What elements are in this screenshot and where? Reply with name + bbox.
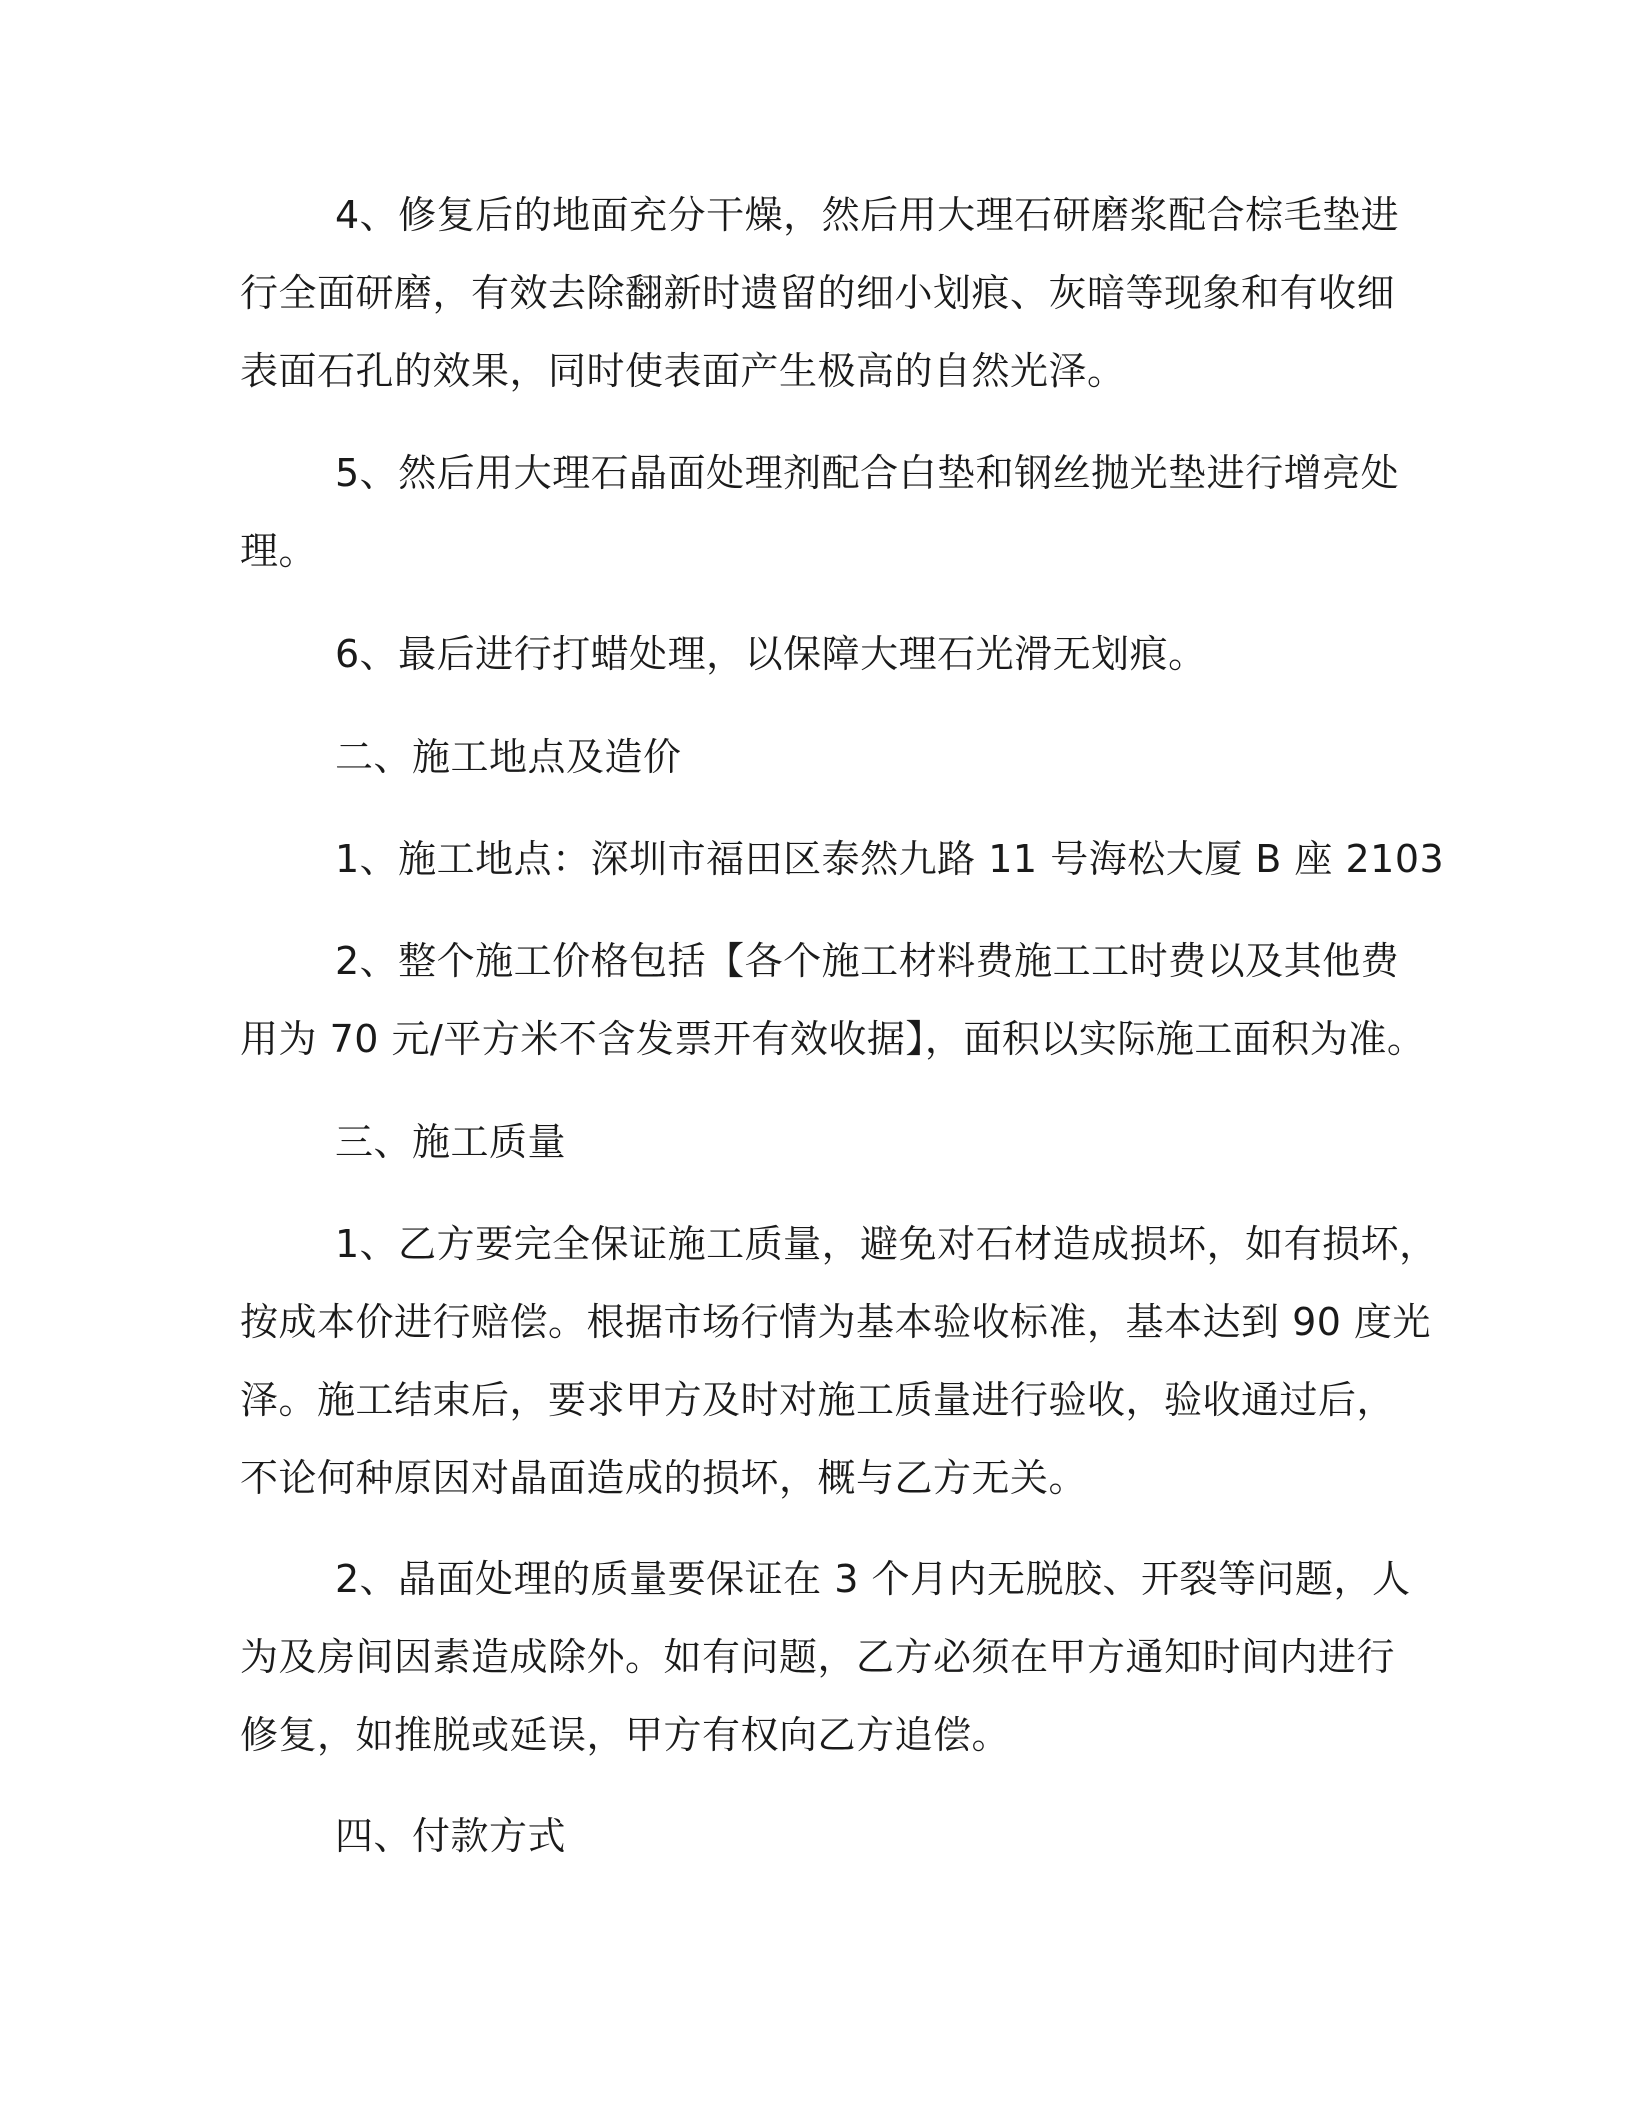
paragraph-quality-1 [240, 1205, 1438, 1517]
section-heading-location-price [240, 718, 1380, 796]
text-line: 为及房间因素造成除外。如有问题，乙方必须在甲方通知时间内进行 [240, 1635, 1396, 1679]
text-line: 泽。施工结束后，要求甲方及时对施工质量进行验收，验收通过后， [240, 1378, 1396, 1422]
text-line: 1、乙方要完全保证施工质量，避免对石材造成损坏，如有损坏， [335, 1222, 1438, 1266]
paragraph-price [240, 922, 1426, 1078]
paragraph-step-5 [240, 434, 1400, 590]
section-heading: 四、付款方式 [335, 1814, 567, 1858]
text-line: 4、修复后的地面充分干燥，然后用大理石研磨浆配合棕毛垫进 [335, 193, 1400, 237]
text-line: 1、施工地点：深圳市福田区泰然九路 11 号海松大厦 B 座 2103 [335, 837, 1445, 881]
section-heading: 二、施工地点及造价 [335, 735, 682, 779]
text-line: 2、晶面处理的质量要保证在 3 个月内无脱胶、开裂等问题，人 [335, 1557, 1411, 1601]
text-line: 修复，如推脱或延误，甲方有权向乙方追偿。 [240, 1713, 1011, 1757]
text-line: 理。 [240, 529, 318, 573]
text-line: 表面石孔的效果，同时使表面产生极高的自然光泽。 [240, 349, 1126, 393]
section-heading: 三、施工质量 [335, 1120, 567, 1164]
text-line: 6、最后进行打蜡处理，以保障大理石光滑无划痕。 [335, 632, 1207, 676]
paragraph-step-6 [240, 615, 1380, 693]
text-line: 2、整个施工价格包括【各个施工材料费施工工时费以及其他费 [335, 939, 1400, 983]
text-line: 按成本价进行赔偿。根据市场行情为基本验收标准，基本达到 90 度光 [240, 1300, 1432, 1344]
paragraph-step-4 [240, 176, 1400, 410]
text-line: 5、然后用大理石晶面处理剂配合白垫和钢丝抛光垫进行增亮处 [335, 451, 1400, 495]
paragraph-quality-2 [240, 1540, 1411, 1774]
text-line: 用为 70 元/平方米不含发票开有效收据】，面积以实际施工面积为准。 [240, 1017, 1426, 1061]
section-heading-quality [240, 1103, 1380, 1181]
text-line: 行全面研磨，有效去除翻新时遗留的细小划痕、灰暗等现象和有收细 [240, 271, 1396, 315]
paragraph-location [240, 820, 1445, 898]
text-line: 不论何种原因对晶面造成的损坏，概与乙方无关。 [240, 1456, 1088, 1500]
section-heading-payment [240, 1797, 1380, 1875]
